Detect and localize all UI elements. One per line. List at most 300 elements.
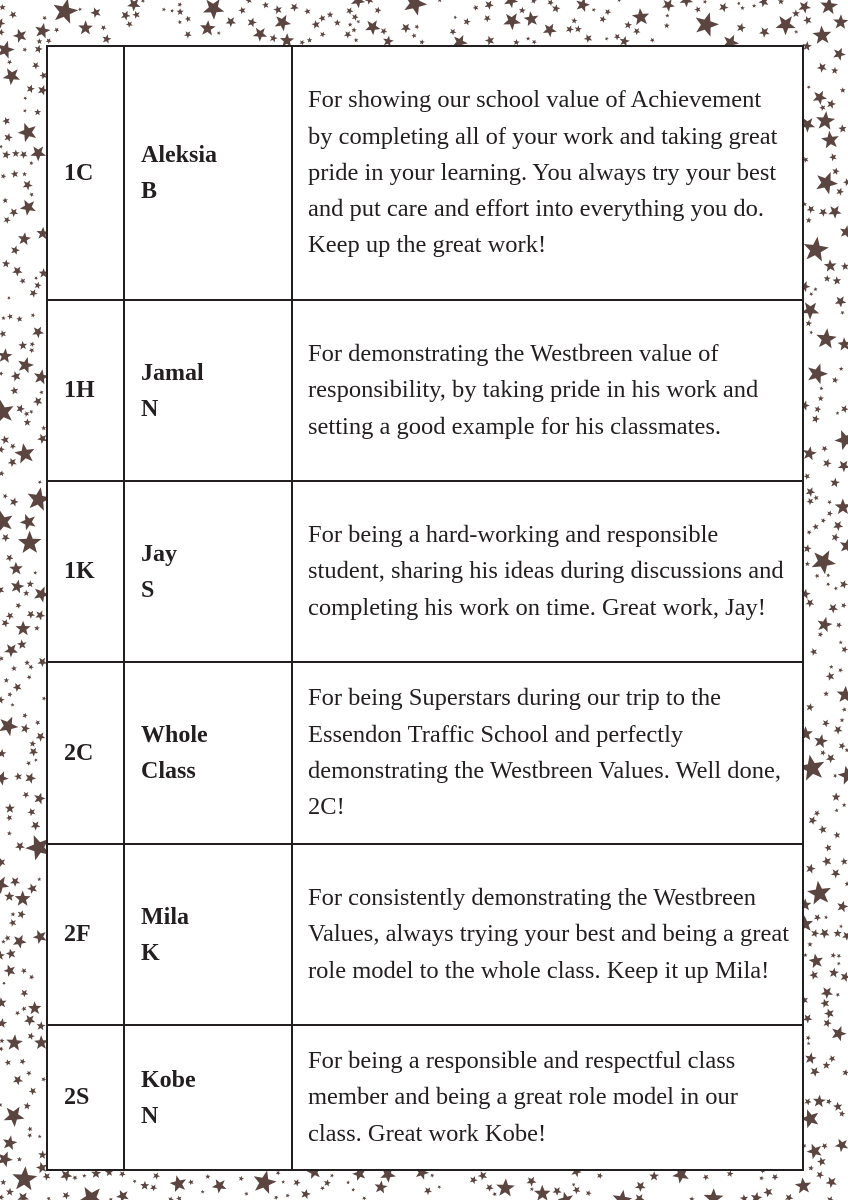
star-icon — [27, 1126, 32, 1131]
star-icon — [836, 188, 844, 196]
star-icon — [635, 1182, 646, 1192]
star-icon — [28, 1001, 42, 1014]
star-icon — [327, 11, 334, 17]
star-icon — [818, 632, 823, 638]
star-icon — [36, 732, 46, 741]
star-icon — [351, 0, 365, 8]
star-icon — [185, 16, 191, 22]
star-icon — [830, 478, 840, 488]
star-icon — [819, 386, 823, 390]
star-icon — [840, 580, 848, 589]
award-row-1h — [47, 300, 803, 481]
student-name-cell — [124, 481, 292, 662]
star-icon — [814, 914, 821, 921]
star-icon — [837, 901, 848, 913]
star-icon — [0, 1038, 5, 1043]
star-icon — [818, 825, 826, 834]
star-icon — [519, 7, 526, 14]
class-cell: 2F — [47, 844, 124, 1025]
star-icon — [632, 8, 649, 25]
star-icon — [11, 246, 20, 255]
student-last-initial: K — [141, 939, 160, 966]
star-icon — [248, 18, 257, 28]
star-icon — [7, 296, 11, 300]
star-icon — [492, 1192, 497, 1197]
star-icon — [820, 0, 838, 14]
award-row-1k — [47, 481, 803, 662]
star-icon — [351, 27, 356, 32]
star-icon — [815, 574, 820, 579]
star-icon — [600, 16, 607, 23]
star-icon — [42, 16, 47, 21]
star-icon — [838, 124, 846, 132]
star-icon — [24, 1102, 32, 1109]
star-icon — [33, 397, 42, 406]
student-name-cell — [124, 46, 292, 300]
star-icon — [365, 20, 380, 35]
star-icon — [4, 1107, 25, 1127]
star-icon — [177, 2, 182, 7]
star-icon — [824, 275, 831, 282]
star-icon — [15, 842, 25, 851]
star-icon — [824, 1009, 834, 1019]
star-icon — [526, 36, 530, 40]
student-name-cell — [124, 662, 292, 844]
star-icon — [504, 0, 518, 8]
star-icon — [35, 720, 41, 726]
star-icon — [24, 1015, 35, 1026]
star-icon — [24, 411, 30, 417]
star-icon — [3, 1135, 17, 1150]
star-icon — [27, 675, 32, 680]
star-icon — [840, 225, 848, 238]
award-row-2c — [47, 662, 803, 844]
star-icon — [470, 1176, 478, 1184]
star-icon — [35, 23, 50, 38]
star-icon — [833, 929, 841, 937]
star-icon — [17, 404, 26, 413]
star-icon — [484, 15, 491, 22]
star-icon — [31, 821, 41, 830]
star-icon — [576, 0, 590, 12]
award-row-1c — [47, 46, 803, 300]
star-icon — [320, 32, 326, 38]
star-icon — [404, 0, 427, 16]
star-icon — [772, 1174, 779, 1181]
star-icon — [15, 1011, 20, 1016]
star-icon — [837, 686, 848, 703]
star-icon — [4, 644, 18, 657]
star-icon — [822, 720, 830, 728]
star-icon — [809, 292, 813, 296]
star-icon — [6, 612, 14, 620]
class-cell: 1K — [47, 481, 124, 662]
star-icon — [254, 1171, 277, 1194]
class-cell: 2C — [47, 662, 124, 844]
star-icon — [281, 1180, 285, 1184]
star-icon — [362, 1196, 366, 1200]
star-icon — [806, 320, 813, 327]
star-icon — [46, 38, 52, 44]
star-icon — [826, 1099, 832, 1105]
star-icon — [29, 289, 37, 297]
star-icon — [7, 831, 12, 836]
star-icon — [27, 611, 35, 619]
star-icon — [553, 1187, 562, 1196]
star-icon — [805, 561, 810, 566]
star-icon — [23, 590, 29, 596]
star-icon — [534, 1185, 551, 1200]
star-icon — [22, 172, 27, 177]
star-icon — [0, 18, 5, 28]
star-icon — [119, 1171, 126, 1177]
star-icon — [584, 34, 592, 43]
star-icon — [62, 1192, 70, 1200]
star-icon — [503, 13, 521, 30]
star-icon — [816, 1171, 824, 1179]
star-icon — [18, 531, 42, 553]
star-icon — [689, 1196, 695, 1200]
star-icon — [794, 30, 798, 34]
star-icon — [23, 180, 33, 190]
star-icon — [5, 803, 15, 813]
star-icon — [0, 858, 5, 867]
awards-table — [46, 45, 804, 1171]
star-icon — [17, 639, 27, 649]
star-icon — [6, 1188, 14, 1196]
star-icon — [832, 533, 840, 541]
star-icon — [835, 1139, 848, 1152]
star-icon — [819, 208, 828, 217]
star-icon — [826, 582, 830, 586]
star-icon — [819, 929, 829, 939]
star-icon — [785, 1194, 794, 1200]
star-icon — [759, 1176, 764, 1181]
star-icon — [30, 146, 46, 161]
star-icon — [827, 1196, 835, 1200]
star-icon — [841, 972, 848, 982]
star-icon — [23, 97, 27, 101]
star-icon — [841, 603, 847, 609]
star-icon — [11, 912, 16, 917]
star-icon — [0, 29, 5, 36]
student-last-initial: N — [141, 395, 159, 422]
star-icon — [759, 27, 770, 37]
star-icon — [835, 411, 839, 415]
star-icon — [334, 19, 341, 26]
award-reason-cell: For demonstrating the Westbreen value of responsibility, by taking pride in his work and setting a good example for his classmates. — [292, 300, 803, 481]
star-icon — [4, 217, 11, 224]
star-icon — [633, 28, 640, 35]
star-icon — [664, 23, 670, 29]
star-icon — [415, 24, 420, 29]
star-icon — [812, 415, 820, 423]
award-reason-cell: For being a responsible and respectful class member and being a great role model in our class. Great work Kobe! — [292, 1025, 803, 1170]
star-icon — [833, 14, 848, 29]
star-icon — [286, 1193, 290, 1198]
star-icon — [840, 718, 845, 723]
star-icon — [270, 34, 278, 42]
star-icon — [26, 761, 31, 766]
star-icon — [840, 858, 847, 865]
star-icon — [530, 1187, 534, 1191]
star-icon — [821, 1143, 828, 1149]
star-icon — [813, 495, 818, 501]
star-icon — [842, 1069, 848, 1076]
star-icon — [27, 580, 35, 587]
star-icon — [19, 278, 25, 284]
star-icon — [839, 924, 843, 928]
star-icon — [823, 459, 832, 468]
star-icon — [839, 366, 844, 371]
star-icon — [841, 262, 848, 270]
star-icon — [90, 7, 100, 18]
award-reason-cell: For being a hard-working and responsible student, sharing his ideas during discussions and completing his work on time. Great work, Jay! — [292, 481, 803, 662]
star-icon — [1, 316, 6, 321]
star-icon — [11, 580, 24, 594]
star-icon — [818, 617, 833, 632]
star-icon — [2, 198, 8, 204]
star-icon — [6, 554, 14, 562]
star-icon — [168, 1197, 174, 1200]
star-icon — [23, 109, 27, 113]
star-icon — [20, 200, 36, 216]
star-icon — [2, 150, 10, 159]
star-icon — [354, 38, 359, 43]
star-icon — [22, 792, 29, 799]
star-icon — [795, 1177, 811, 1193]
star-icon — [6, 815, 12, 822]
star-icon — [838, 766, 848, 785]
star-icon — [0, 997, 7, 1008]
star-icon — [20, 990, 28, 998]
star-icon — [4, 935, 10, 941]
star-icon — [694, 6, 700, 13]
star-icon — [833, 832, 840, 839]
star-icon — [829, 153, 837, 161]
star-icon — [0, 41, 15, 59]
star-icon — [380, 28, 387, 35]
star-icon — [11, 170, 19, 178]
student-name-cell — [124, 300, 292, 481]
star-icon — [703, 1174, 710, 1180]
star-icon — [352, 14, 359, 21]
star-icon — [346, 7, 353, 14]
star-icon — [823, 691, 829, 697]
star-icon — [82, 1174, 87, 1178]
class-cell: 1H — [47, 300, 124, 481]
star-icon — [478, 1171, 487, 1180]
star-icon — [11, 665, 17, 671]
star-icon — [188, 1179, 194, 1185]
star-icon — [162, 7, 166, 11]
star-icon — [14, 772, 22, 780]
star-icon — [72, 1175, 77, 1180]
student-name-cell — [124, 1025, 292, 1170]
star-icon — [824, 844, 831, 852]
star-icon — [820, 999, 829, 1008]
star-icon — [102, 34, 111, 43]
star-icon — [34, 758, 38, 762]
student-last-initial: S — [141, 576, 155, 603]
star-icon — [304, 8, 310, 15]
star-icon — [558, 1192, 573, 1200]
award-reason-cell: For showing our school value of Achievement by completing all of your work and taking great pride in your learning. You always try your best and put care and effort into everything you do. Keep up the great work! — [292, 46, 803, 300]
star-icon — [810, 648, 817, 656]
star-icon — [832, 1026, 847, 1041]
star-icon — [312, 20, 321, 29]
star-icon — [837, 962, 841, 966]
star-icon — [6, 949, 16, 959]
star-icon — [226, 17, 236, 27]
star-icon — [274, 1195, 279, 1200]
star-icon — [649, 1171, 659, 1180]
star-icon — [827, 99, 836, 108]
star-icon — [813, 1095, 826, 1108]
star-icon — [54, 0, 79, 24]
star-icon — [806, 217, 812, 223]
star-icon — [12, 267, 22, 277]
star-icon — [0, 470, 5, 476]
star-icon — [153, 1172, 160, 1179]
star-icon — [126, 21, 133, 28]
star-icon — [9, 208, 18, 217]
star-icon — [29, 410, 33, 414]
award-row-2s — [47, 1025, 803, 1170]
star-icon — [464, 18, 471, 26]
star-icon — [838, 668, 843, 673]
star-icon — [10, 444, 16, 450]
star-icon — [101, 25, 107, 31]
star-icon — [828, 206, 841, 219]
star-icon — [818, 395, 824, 401]
star-icon — [34, 282, 41, 289]
star-icon — [826, 573, 830, 577]
star-icon — [812, 550, 836, 574]
star-icon — [301, 1189, 311, 1199]
star-icon — [27, 884, 37, 894]
star-icon — [375, 1180, 388, 1193]
star-icon — [54, 28, 59, 33]
star-icon — [46, 1197, 50, 1200]
star-icon — [737, 23, 746, 32]
star-icon — [828, 1055, 835, 1062]
star-icon — [38, 1135, 42, 1139]
star-icon — [0, 771, 9, 785]
star-icon — [547, 0, 554, 6]
star-icon — [804, 1098, 811, 1105]
star-icon — [0, 877, 9, 894]
student-first-name: Aleksia — [141, 142, 218, 168]
star-icon — [834, 430, 848, 450]
star-icon — [348, 22, 353, 27]
star-icon — [1, 939, 6, 943]
star-icon — [275, 15, 291, 31]
star-icon — [572, 1183, 576, 1187]
star-icon — [8, 692, 13, 697]
star-icon — [7, 314, 13, 320]
star-icon — [614, 34, 621, 40]
star-icon — [9, 919, 17, 927]
star-icon — [776, 16, 796, 35]
star-icon — [450, 29, 457, 36]
student-first-name: Jamal — [141, 359, 204, 386]
star-icon — [78, 7, 82, 11]
star-icon — [727, 1170, 734, 1177]
star-icon — [571, 18, 577, 24]
star-icon — [29, 1088, 37, 1096]
star-icon — [2, 117, 10, 125]
star-icon — [740, 1194, 748, 1200]
star-icon — [806, 487, 815, 496]
star-icon — [840, 87, 846, 93]
star-icon — [0, 586, 4, 595]
star-icon — [16, 316, 22, 322]
star-icon — [34, 793, 45, 805]
star-icon — [121, 11, 131, 21]
star-icon — [29, 161, 33, 166]
star-icon — [834, 586, 838, 590]
star-icon — [806, 703, 814, 711]
star-icon — [11, 371, 21, 381]
star-icon — [758, 0, 768, 7]
star-icon — [437, 0, 442, 2]
star-icon — [812, 26, 831, 44]
star-icon — [401, 24, 411, 34]
star-icon — [13, 1075, 23, 1085]
star-icon — [13, 683, 22, 692]
star-icon — [16, 603, 22, 609]
star-icon — [437, 1185, 441, 1189]
star-icon — [293, 1179, 300, 1186]
star-icon — [32, 62, 40, 69]
star-icon — [832, 168, 839, 175]
star-icon — [834, 726, 843, 735]
star-icon — [18, 123, 36, 142]
star-icon — [799, 1, 812, 14]
star-icon — [39, 390, 43, 395]
star-icon — [572, 1186, 580, 1194]
star-icon — [20, 1059, 26, 1065]
star-icon — [803, 953, 807, 957]
star-icon — [20, 151, 28, 159]
star-icon — [2, 534, 10, 542]
star-icon — [10, 703, 14, 707]
student-name-cell — [124, 844, 292, 1025]
star-icon — [24, 660, 30, 666]
star-icon — [33, 571, 37, 575]
star-icon — [566, 25, 574, 33]
star-icon — [26, 1071, 32, 1076]
star-icon — [6, 1034, 23, 1050]
star-icon — [13, 29, 26, 43]
star-icon — [5, 1059, 11, 1066]
star-icon — [35, 45, 43, 53]
star-icon — [826, 672, 835, 681]
star-icon — [203, 0, 224, 20]
star-icon — [816, 111, 835, 130]
star-icon — [17, 1157, 22, 1162]
star-icon — [375, 7, 382, 14]
star-icon — [140, 1181, 149, 1190]
star-icon — [829, 665, 833, 669]
star-icon — [21, 968, 27, 974]
star-icon — [29, 748, 38, 757]
star-icon — [170, 9, 174, 13]
star-icon — [829, 968, 839, 978]
star-icon — [803, 1014, 812, 1023]
star-icon — [650, 38, 655, 43]
